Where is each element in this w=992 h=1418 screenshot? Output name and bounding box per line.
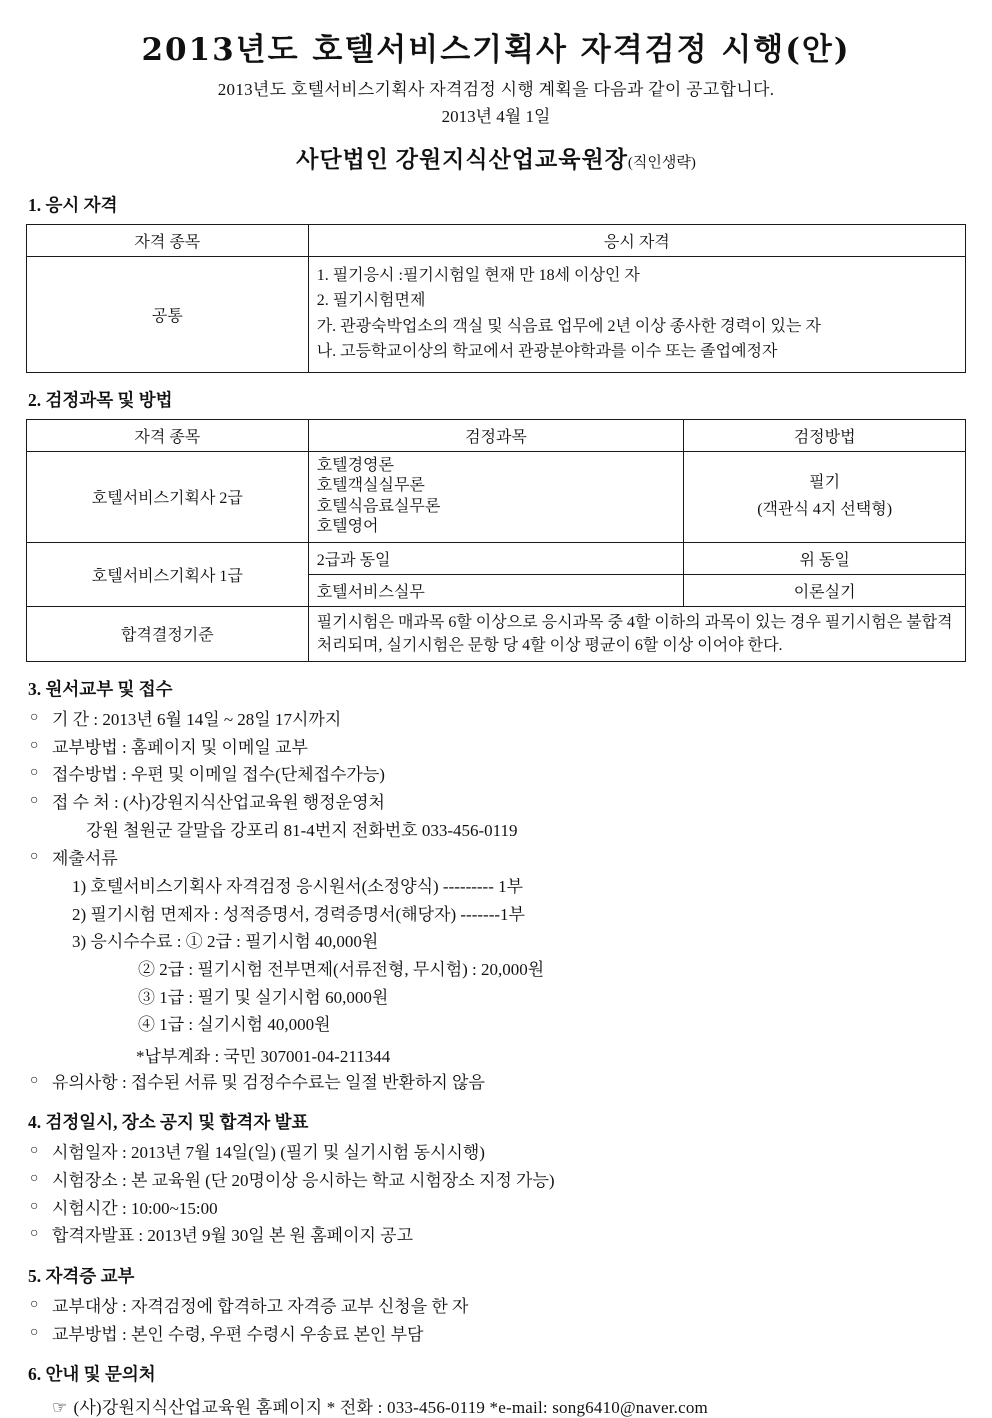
item-value: 접수된 서류 및 검정수수료는 일절 반환하지 않음	[130, 1072, 485, 1092]
list-item-result-announcement: ○ 합격자발표 : 2013년 9월 30일 본 원 홈페이지 공고	[26, 1224, 966, 1249]
list-item-issue-method: ○ 교부방법 : 본인 수령, 우편 수령시 우송료 본인 부담	[26, 1323, 966, 1348]
cell-method-grade-1-b: 이론실기	[684, 574, 966, 606]
cell-grade-1: 호텔서비스기획사 1급	[27, 542, 309, 606]
subject-item: 호텔경영론	[316, 456, 394, 474]
item-label: 유의사항	[52, 1072, 118, 1092]
item-value: 우편 및 이메일 접수(단체접수가능)	[130, 765, 385, 785]
column-header-subjects: 검정과목	[308, 419, 684, 451]
documents-sublist	[26, 875, 966, 955]
cell-subjects-grade-1-b: 호텔서비스실무	[308, 574, 684, 606]
payment-account-line: *납부계좌 : 국민 307001-04-211344	[136, 1046, 391, 1066]
item-label: 시험일자	[52, 1143, 118, 1163]
method-line: 필기	[809, 474, 841, 492]
list-item-reception-office: ○ 접 수 처 : (사)강원지식산업교육원 행정운영처	[26, 791, 966, 816]
section-1-heading: 1. 응시 자격	[28, 195, 118, 215]
item-value: 2013년 7월 14일(일) (필기 및 실기시험 동시시행)	[130, 1143, 485, 1163]
method-detail-line: (객관식 4지 선택형)	[757, 500, 893, 518]
list-item-exam-venue: ○ 시험장소 : 본 교육원 (단 20명이상 응시하는 학교 시험장소 지정 가능)	[26, 1169, 966, 1194]
announcement-date: 2013년 4월 1일	[441, 107, 551, 126]
table-row	[27, 606, 966, 661]
cell-pass-criteria-label: 합격결정기준	[27, 606, 309, 661]
column-header-qualification: 자격 종목	[27, 225, 309, 257]
eligibility-item-1: 1. 필기응시 :필기시험일 현재 만 18세 이상인 자	[316, 267, 640, 284]
item-label: 합격자발표	[52, 1226, 135, 1246]
section-6-heading: 6. 안내 및 문의처	[28, 1364, 156, 1385]
table-row	[27, 542, 966, 574]
item-label: 시험시간	[52, 1198, 118, 1218]
document-item-2: 2) 필기시험 면제자 : 성적증명서, 경력증명서(해당자) -------1부	[72, 904, 525, 924]
document-item-1: 1) 호텔서비스기획사 자격검정 응시원서(소정양식) --------- 1부	[72, 876, 524, 896]
exam-schedule-list	[26, 1141, 966, 1249]
issuer-name	[26, 141, 966, 174]
item-label: 교부대상	[52, 1297, 118, 1317]
item-value: 2013년 9월 30일 본 원 홈페이지 공고	[147, 1226, 414, 1246]
cell-method-grade-2	[684, 451, 966, 542]
fee-item-2: ② 2급 : 필기시험 전부면제(서류전형, 무시험) : 20,000원	[138, 959, 545, 979]
eligibility-table	[26, 224, 966, 373]
item-value: 자격검정에 합격하고 자격증 교부 신청을 한 자	[130, 1297, 469, 1317]
item-value: 홈페이지 및 이메일 교부	[130, 737, 308, 757]
notice-list	[26, 1071, 966, 1096]
section-2-heading: 2. 검정과목 및 방법	[28, 389, 173, 410]
cell-eligibility-items	[308, 257, 965, 373]
list-item-documents: ○ 제출서류	[26, 847, 966, 872]
table-header-row	[27, 419, 966, 451]
item-value: 본 교육원 (단 20명이상 응시하는 학교 시험장소 지정 가능)	[130, 1171, 555, 1191]
list-item-exam-time: ○ 시험시간 : 10:00~15:00	[26, 1197, 966, 1222]
fee-list	[26, 958, 966, 1038]
cell-method-grade-1-a: 위 동일	[684, 542, 966, 574]
item-label: 접 수 처	[52, 793, 110, 813]
section-4-heading: 4. 검정일시, 장소 공지 및 합격자 발표	[28, 1112, 309, 1133]
item-label: 교부방법	[52, 1324, 118, 1344]
cell-subjects-grade-1-a: 2급과 동일	[308, 542, 684, 574]
contact-text: (사)강원지식산업교육원 홈페이지 * 전화 : 033-456-0119 *e-mail: song6410@naver.com	[73, 1398, 708, 1418]
table-row	[27, 257, 966, 373]
list-item-exam-date: ○ 시험일자 : 2013년 7월 14일(일) (필기 및 실기시험 동시시행)	[26, 1141, 966, 1166]
section-5-heading: 5. 자격증 교부	[28, 1266, 135, 1287]
list-item-notice: ○ 유의사항 : 접수된 서류 및 검정수수료는 일절 반환하지 않음	[26, 1071, 966, 1096]
item-label: 기 간	[52, 710, 90, 730]
fee-item-3: ③ 1급 : 필기 및 실기시험 60,000원	[138, 987, 389, 1007]
office-address-line: 강원 철원군 갈말읍 강포리 81-4번지 전화번호 033-456-0119	[86, 820, 518, 840]
section-3-heading: 3. 원서교부 및 접수	[28, 679, 173, 700]
column-header-qualification: 자격 종목	[27, 419, 309, 451]
item-label: 접수방법	[52, 765, 118, 785]
list-item-issue-target: ○ 교부대상 : 자격검정에 합격하고 자격증 교부 신청을 한 자	[26, 1295, 966, 1320]
application-list	[26, 708, 966, 816]
cell-pass-criteria-text: 필기시험은 매과목 6할 이상으로 응시과목 중 4할 이하의 과목이 있는 경우 필기시험은 불합격 처리되며, 실기시험은 문항 당 4할 이상 평균이 6할 이상 이어야 한다.	[308, 606, 965, 661]
seal-omitted-note: (직인생략)	[627, 155, 696, 171]
subjects-methods-table	[26, 419, 966, 662]
column-header-eligibility: 응시 자격	[308, 225, 965, 257]
certificate-issue-list	[26, 1295, 966, 1347]
page-title: 2013년도 호텔서비스기획사 자격검정 시행(안)	[141, 32, 851, 68]
list-item-reception-method: ○ 접수방법 : 우편 및 이메일 접수(단체접수가능)	[26, 763, 966, 788]
eligibility-item-3: 가. 관광숙박업소의 객실 및 식음료 업무에 2년 이상 종사한 경력이 있는 자	[316, 317, 821, 335]
document-item-3: 3) 응시수수료 : ① 2급 : 필기시험 40,000원	[72, 932, 379, 952]
cell-grade-2: 호텔서비스기획사 2급	[27, 451, 309, 542]
cell-subjects-grade-2	[308, 451, 684, 542]
item-value: 2013년 6월 14일 ~ 28일 17시까지	[102, 710, 342, 730]
item-value: 본인 수령, 우편 수령시 우송료 본인 부담	[130, 1324, 424, 1344]
column-header-method: 검정방법	[684, 419, 966, 451]
list-item-distribution-method: ○ 교부방법 : 홈페이지 및 이메일 교부	[26, 736, 966, 761]
pointing-hand-icon: ☞	[52, 1398, 68, 1418]
fee-item-4: ④ 1급 : 실기시험 40,000원	[138, 1015, 331, 1035]
item-value: 10:00~15:00	[130, 1198, 218, 1218]
announcement-subtitle: 2013년도 호텔서비스기획사 자격검정 시행 계획을 다음과 같이 공고합니다.	[217, 80, 775, 99]
subject-item: 호텔식음료실무론	[316, 497, 441, 515]
table-header-row	[27, 225, 966, 257]
item-label: 교부방법	[52, 737, 118, 757]
subject-item: 호텔영어	[316, 518, 379, 536]
cell-common-label: 공통	[27, 257, 309, 373]
table-row	[27, 451, 966, 542]
contact-line	[26, 1393, 966, 1418]
issuer-label: 사단법인 강원지식산업교육원장	[296, 147, 628, 172]
subject-item: 호텔객실실무론	[316, 477, 425, 495]
eligibility-item-2: 2. 필기시험면제	[316, 292, 426, 310]
list-item-period: ○ 기 간 : 2013년 6월 14일 ~ 28일 17시까지	[26, 708, 966, 733]
item-value: (사)강원지식산업교육원 행정운영처	[123, 793, 385, 813]
eligibility-item-4: 나. 고등학교이상의 학교에서 관광분야학과를 이수 또는 졸업예정자	[316, 343, 778, 361]
item-label: 시험장소	[52, 1171, 118, 1191]
documents-list	[26, 847, 966, 872]
